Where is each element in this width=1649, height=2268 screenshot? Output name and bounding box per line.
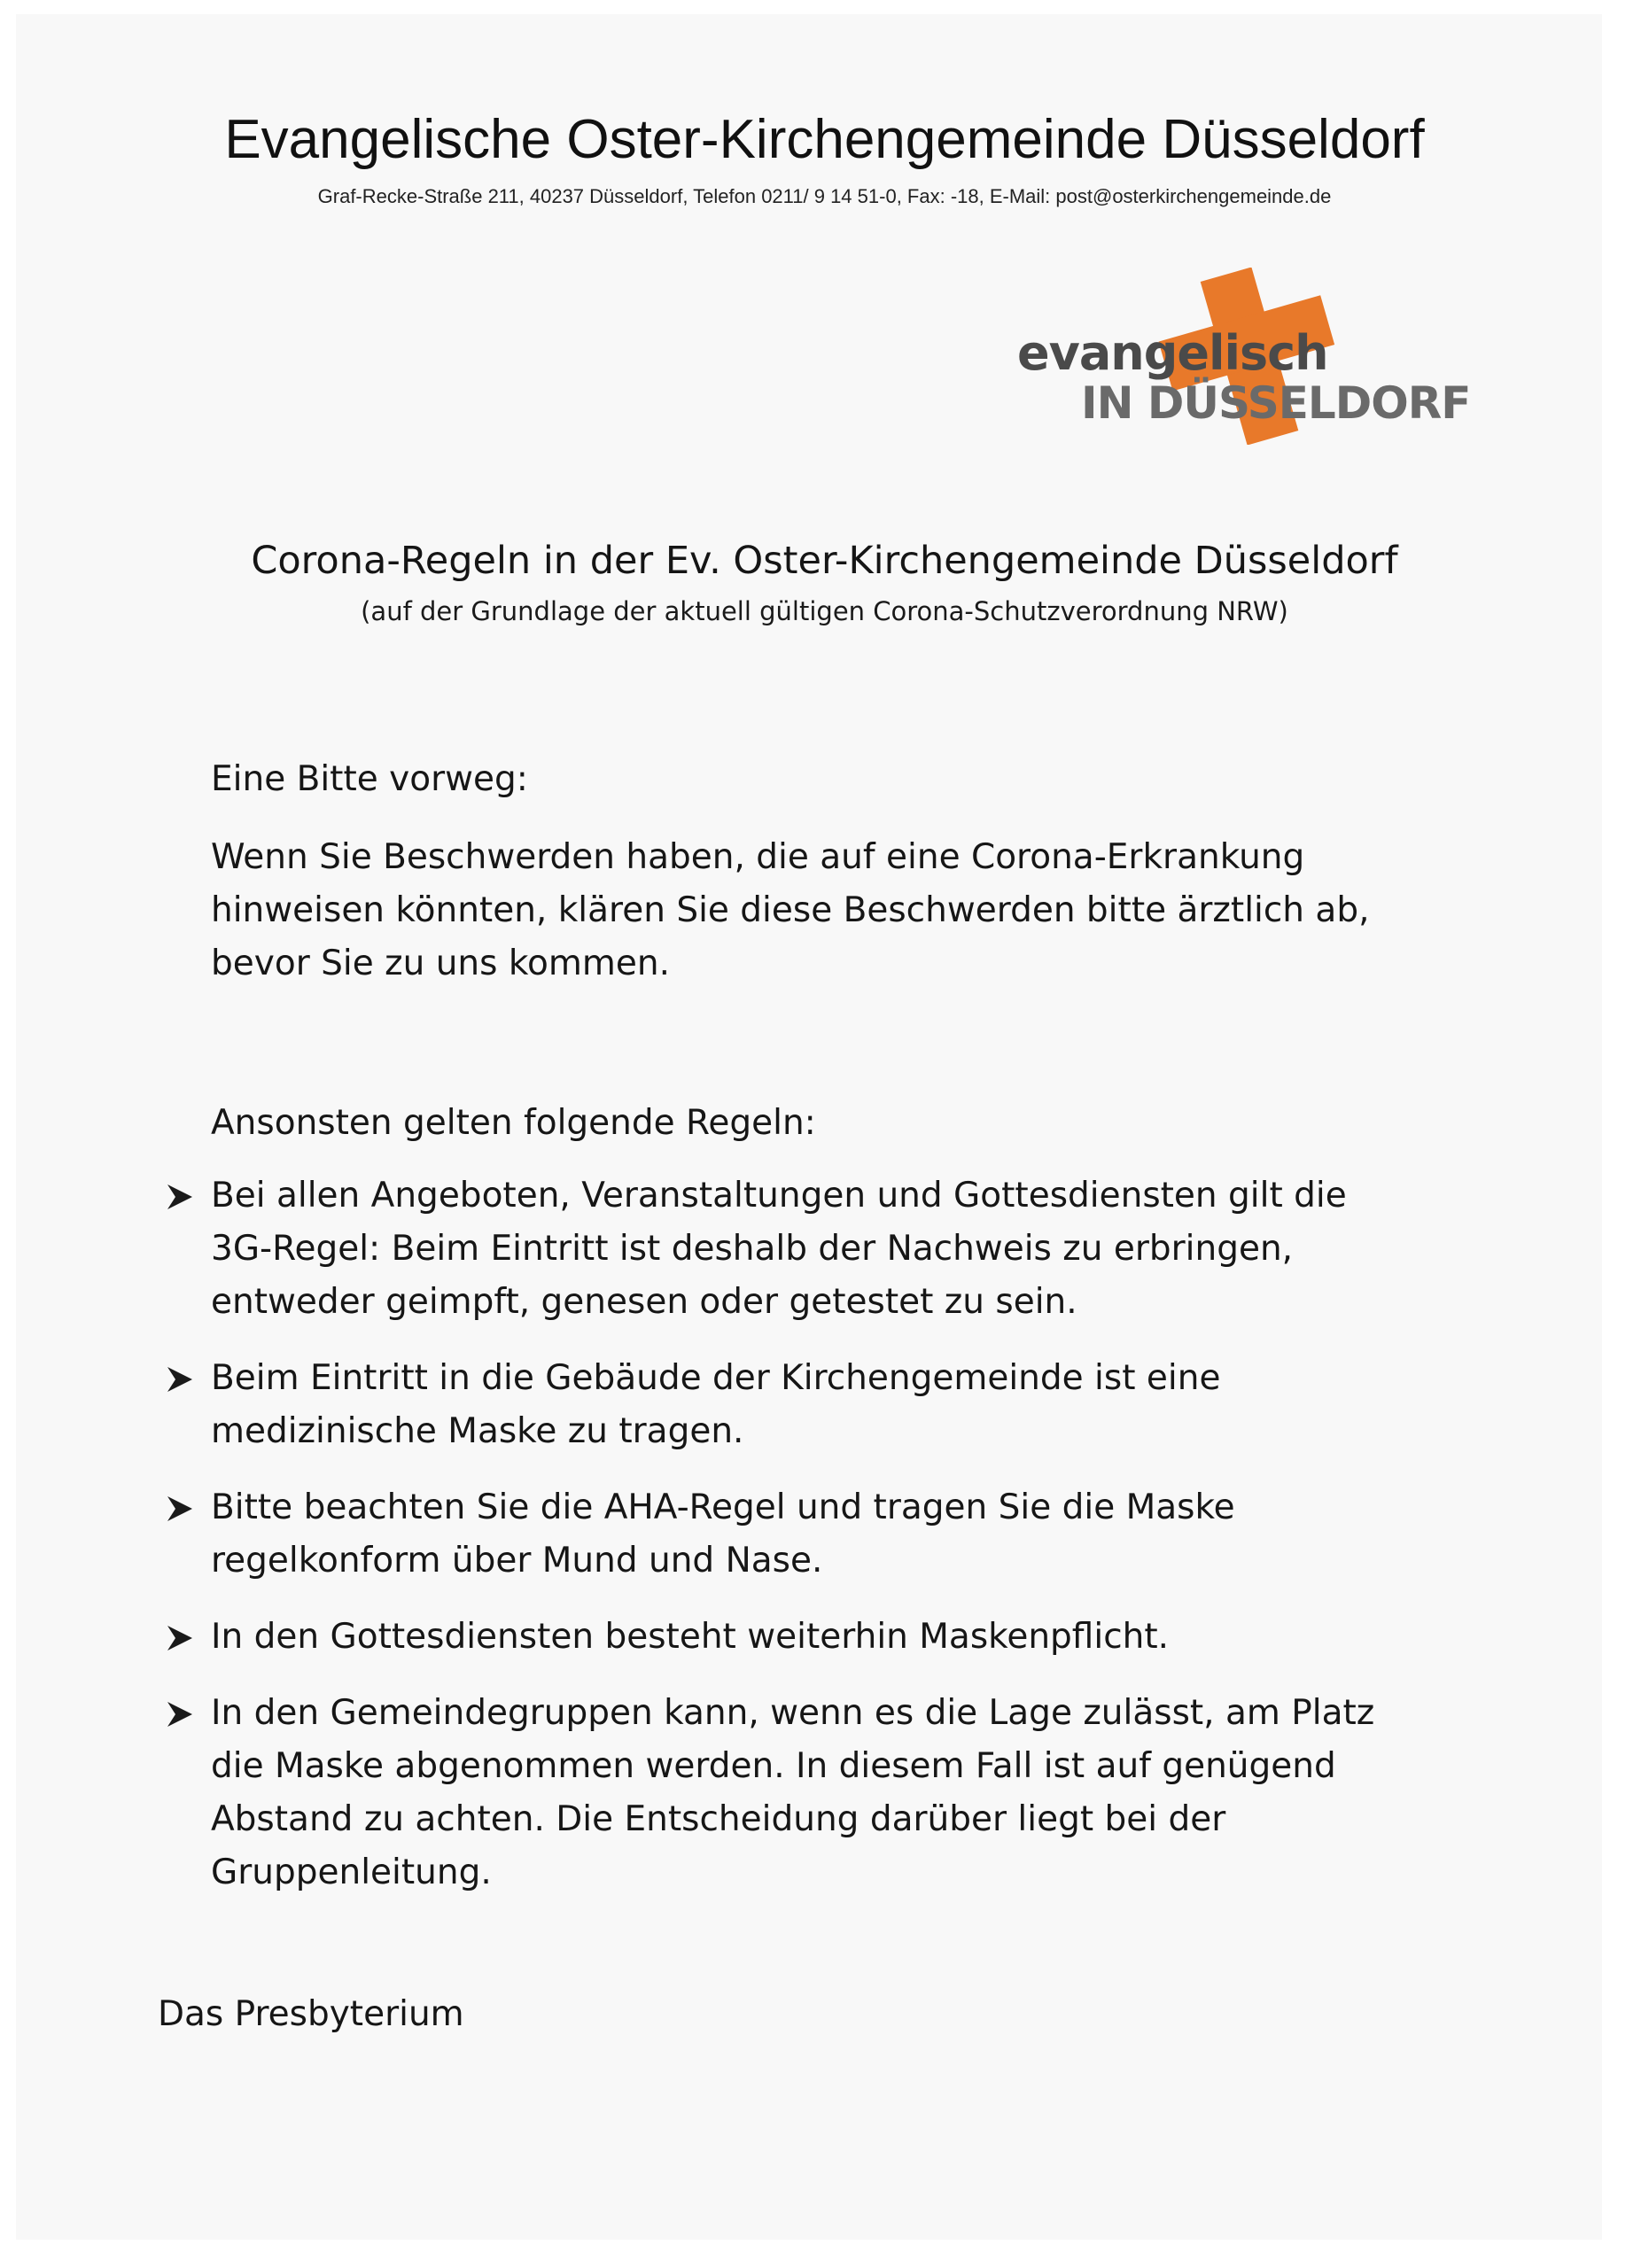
rule-item xyxy=(165,1481,1388,1588)
rule-text: Bitte beachten Sie die AHA-Regel und tragen Sie die Maske regelkonform über Mund und Nase. xyxy=(211,1487,1235,1581)
logo-text-evangelisch: evangelisch xyxy=(1017,325,1328,381)
rule-text: Bei allen Angeboten, Veranstaltungen und Gottesdiensten gilt die 3G-Regel: Beim Eintritt ist deshalb der Nachweis zu erbringen, entweder geimpft, genesen oder getestet zu sein. xyxy=(211,1176,1347,1322)
evangelisch-in-duesseldorf-logo xyxy=(1017,268,1471,445)
signature: Das Presbyterium xyxy=(158,1994,464,2034)
rule-item xyxy=(165,1352,1388,1458)
parish-name-heading: Evangelische Oster-Kirchengemeinde Düsseldorf xyxy=(224,109,1425,170)
document-title: Corona-Regeln in der Ev. Oster-Kirchengemeinde Düsseldorf xyxy=(251,539,1398,583)
rule-text: In den Gottesdiensten besteht weiterhin Maskenpflicht. xyxy=(211,1617,1170,1657)
arrowhead-bullet-icon xyxy=(165,1182,195,1212)
rule-item xyxy=(165,1169,1388,1329)
rules-heading: Ansonsten gelten folgende Regeln: xyxy=(211,1103,816,1143)
parish-contact-line: Graf-Recke-Straße 211, 40237 Düsseldorf, Telefon 0211/ 9 14 51-0, Fax: -18, E-Mail: post@osterkirchengemeinde.de xyxy=(317,185,1332,207)
arrowhead-bullet-icon xyxy=(165,1364,195,1394)
arrowhead-bullet-icon xyxy=(165,1494,195,1524)
logo-text-in-duesseldorf: IN DÜSSELDORF xyxy=(1081,377,1471,429)
rule-item xyxy=(165,1611,1388,1664)
arrowhead-bullet-icon xyxy=(165,1623,195,1653)
rule-item xyxy=(165,1687,1388,1899)
rules-list xyxy=(165,1169,1388,1922)
intro-heading: Eine Bitte vorweg: xyxy=(211,759,528,799)
rule-text: In den Gemeindegruppen kann, wenn es die Lage zulässt, am Platz die Maske abgenommen werden. In diesem Fall ist auf genügend Abstand zu achten. Die Entscheidung darüber liegt bei der Gruppenleitung. xyxy=(211,1693,1375,1892)
document-subtitle: (auf der Grundlage der aktuell gültigen Corona-Schutzverordnung NRW) xyxy=(361,596,1288,626)
rule-text: Beim Eintritt in die Gebäude der Kirchengemeinde ist eine medizinische Maske zu tragen. xyxy=(211,1358,1221,1451)
arrowhead-bullet-icon xyxy=(165,1699,195,1729)
intro-paragraph: Wenn Sie Beschwerden haben, die auf eine Corona-Erkrankung hinweisen könnten, klären Sie diese Beschwerden bitte ärztlich ab, bevor Sie zu uns kommen. xyxy=(211,837,1370,983)
